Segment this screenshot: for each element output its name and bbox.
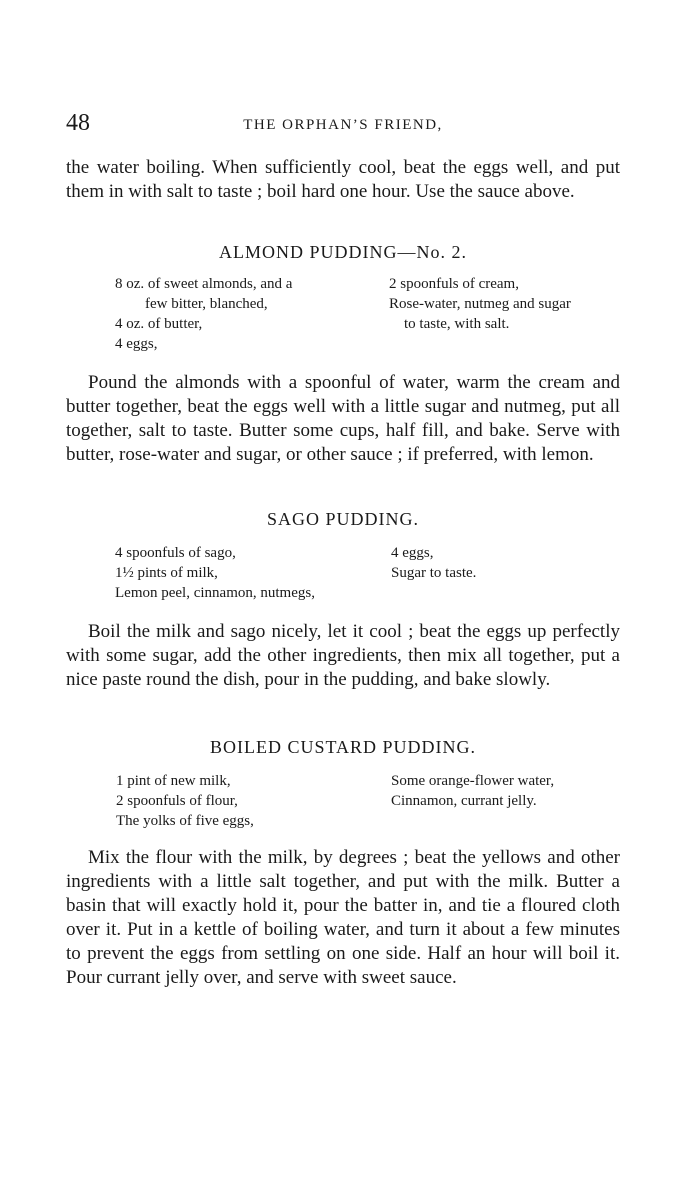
ingredients-left-almond-pudding	[115, 274, 292, 354]
recipe-title-almond-pudding: ALMOND PUDDING—No. 2.	[219, 242, 467, 262]
recipe-title-sago-pudding: SAGO PUDDING.	[266, 509, 419, 529]
page-header	[66, 108, 620, 138]
ingredient: Some orange-flower water,	[391, 773, 555, 789]
recipe-title-boiled-custard-pudding: BOILED CUSTARD PUDDING.	[209, 737, 477, 757]
directions-sago-pudding: Boil the milk and sago nicely, let it cool ; beat the eggs up perfectly with some sugar, add the other ingredients, then mix all together, put a nice paste round the dish, pour in the pudding, and bake slowly.	[66, 621, 620, 690]
ingredient: 4 spoonfuls of sago,	[115, 545, 236, 561]
directions-almond-pudding: Pound the almonds with a spoonful of water, warm the cream and butter together, beat the eggs well with a little sugar and nutmeg, put all together, salt to taste. Butter some cups, half fill, and bake. Serve with butter, rose-water and sugar, or other sauce ; if preferred, with lemon.	[66, 372, 620, 465]
ingredient: Lemon peel, cinnamon, nutmegs,	[115, 585, 315, 601]
ingredient: few bitter, blanched,	[145, 296, 268, 312]
continued-paragraph: the water boiling. When sufficiently cool, beat the eggs well, and put them in with salt to taste ; boil hard one hour. Use the sauce above.	[66, 157, 620, 202]
ingredient: 2 spoonfuls of flour,	[116, 793, 238, 809]
ingredient: Rose-water, nutmeg and sugar	[389, 296, 571, 312]
ingredient: Cinnamon, currant jelly.	[391, 793, 537, 809]
ingredient: 4 eggs,	[115, 336, 158, 352]
book-page	[66, 0, 620, 1193]
directions-boiled-custard-pudding: Mix the flour with the milk, by degrees ; beat the yellows and other ingredients with a little salt together, and put with the milk. Butter a basin that will exactly hold it, pour the batter in, and tie a floured cloth over it. Put in a kettle of boiling water, and turn it about a few minutes to prevent the eggs from settling on one side. Half an hour will boil it. Pour currant jelly over, and serve with sweet sauce.	[66, 847, 620, 988]
ingredients-right-almond-pudding	[389, 274, 571, 334]
ingredient: Sugar to taste.	[391, 565, 477, 581]
ingredients-right-boiled-custard-pudding	[391, 771, 554, 811]
ingredient: 1½ pints of milk,	[115, 565, 218, 581]
running-head: THE ORPHAN’S FRIEND,	[243, 117, 443, 133]
ingredients-left-boiled-custard-pudding	[116, 771, 254, 831]
ingredients-left-sago-pudding	[115, 543, 315, 603]
ingredient: The yolks of five eggs,	[116, 813, 254, 829]
page-number: 48	[66, 110, 90, 136]
ingredient: 8 oz. of sweet almonds, and a	[115, 276, 293, 292]
ingredient: to taste, with salt.	[404, 316, 510, 332]
ingredient: 4 eggs,	[391, 545, 434, 561]
ingredient: 1 pint of new milk,	[116, 773, 231, 789]
ingredient: 2 spoonfuls of cream,	[389, 276, 519, 292]
ingredients-right-sago-pudding	[391, 543, 476, 583]
ingredient: 4 oz. of butter,	[115, 316, 203, 332]
